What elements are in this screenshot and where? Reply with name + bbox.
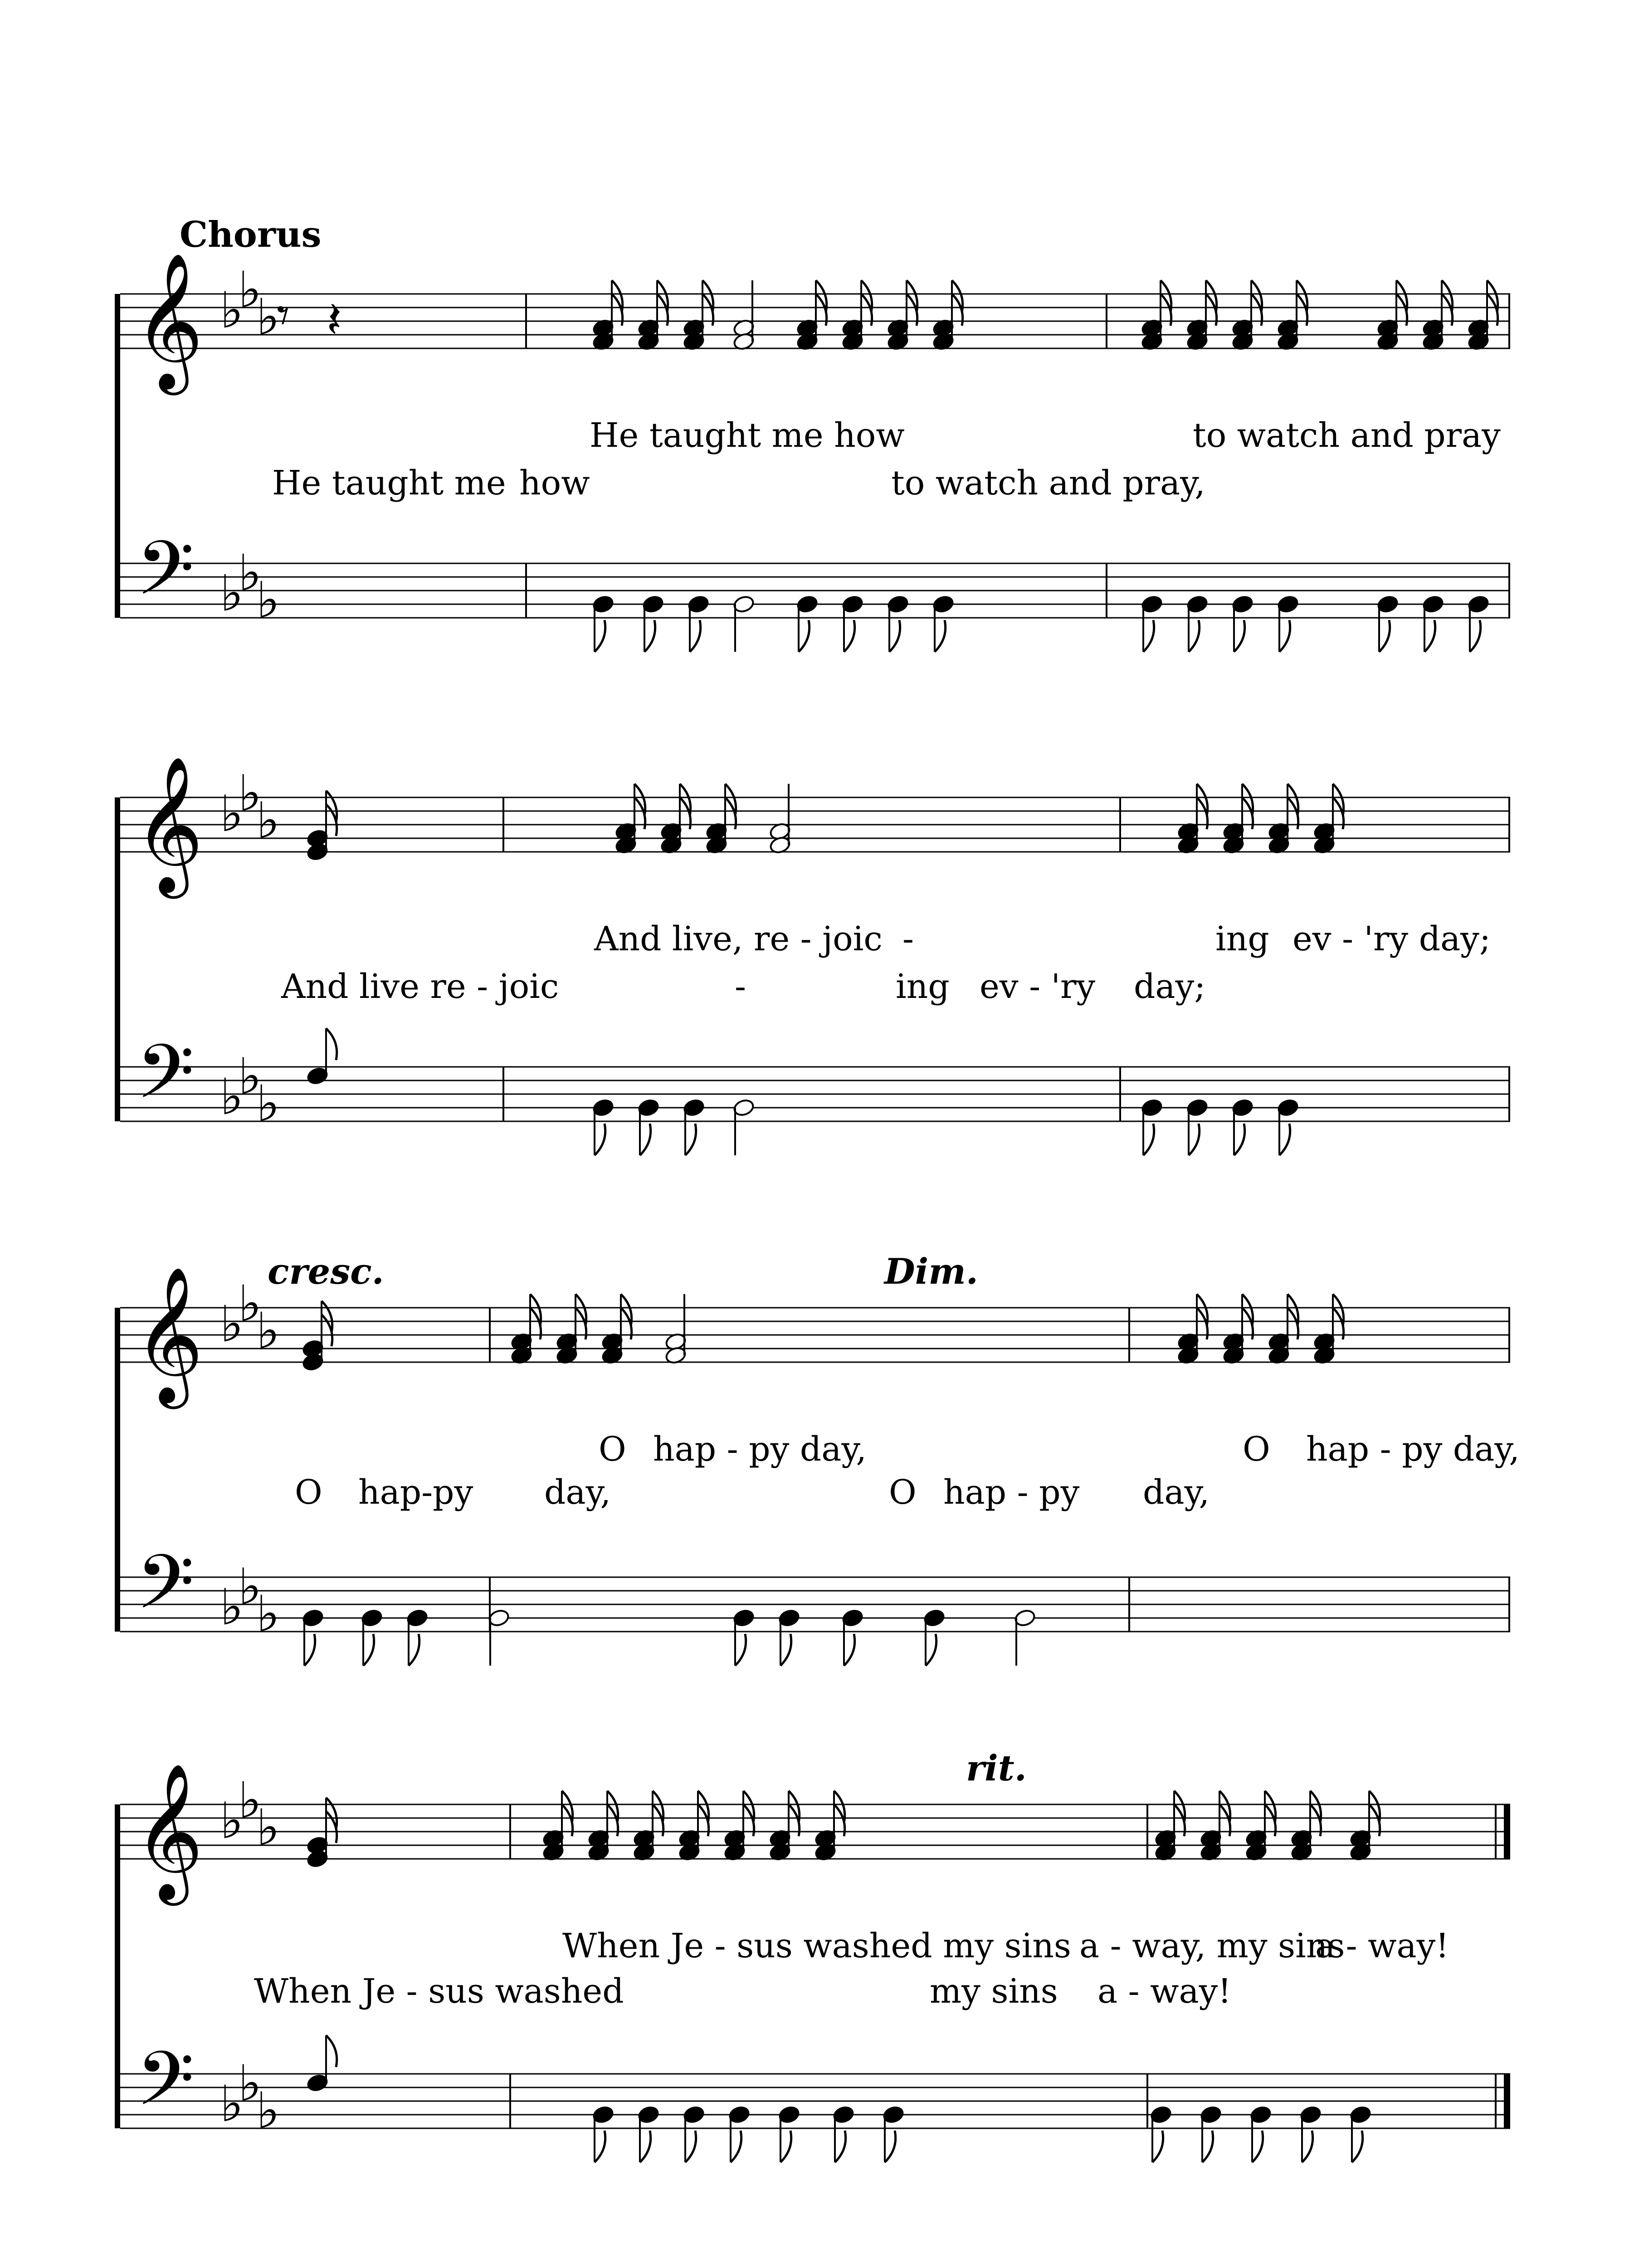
note-icon [1186, 1098, 1209, 1155]
lyric-upper: a - way, my sins [1079, 1926, 1345, 1965]
dynamic-marking: cresc. [268, 1251, 384, 1292]
lyric-lower: hap-py [358, 1473, 473, 1512]
note-icon [683, 280, 713, 337]
note-icon [1313, 784, 1344, 841]
note-icon [1231, 280, 1262, 337]
flat-icon: ♭ [256, 1075, 280, 1133]
flat-icon: ♭ [238, 764, 262, 822]
lyric-upper: hap - py day, [1306, 1430, 1520, 1469]
note-icon [1376, 280, 1407, 337]
section-label: Chorus [180, 214, 322, 255]
flag [1252, 2131, 1263, 2162]
flag [326, 2035, 337, 2067]
note-icon [1290, 1791, 1321, 1848]
note-icon [1277, 595, 1299, 652]
flat-icon: ♭ [220, 281, 244, 339]
flag [685, 1124, 696, 1155]
lyric-lower: - [735, 967, 746, 1006]
flat-icon: ♭ [238, 2054, 262, 2112]
flag [1189, 1124, 1200, 1155]
quarter-rest-icon: 𝄽 [327, 291, 342, 349]
system-bracket [115, 294, 120, 618]
lyric-lower: how [519, 464, 590, 503]
note-icon [887, 280, 917, 337]
lyric-upper: And live, re - joic [594, 919, 883, 958]
note-icon [302, 1608, 324, 1666]
note-icon [542, 1791, 573, 1848]
flag [595, 2131, 605, 2162]
flag [409, 1634, 419, 1666]
note-icon [306, 1798, 337, 1855]
flag [363, 1634, 374, 1666]
note-icon [633, 1791, 663, 1848]
lyric-lower: day, [544, 1473, 611, 1512]
system-bracket [115, 1308, 120, 1632]
note-icon [637, 1098, 660, 1155]
staff-treble [120, 1308, 1510, 1362]
flat-icon: ♭ [256, 1585, 280, 1643]
flat-icon: ♭ [220, 1792, 244, 1850]
note-icon [1422, 280, 1453, 337]
note-icon [488, 1608, 510, 1666]
note-icon [361, 1608, 383, 1666]
lyric-lower: day; [1134, 967, 1206, 1006]
note-icon [1177, 784, 1208, 841]
flag [1352, 2131, 1363, 2162]
note-icon [1277, 280, 1307, 337]
note-icon [932, 280, 963, 337]
note-icon [1154, 1791, 1185, 1848]
flat-icon: ♭ [256, 1302, 280, 1360]
note-icon [1467, 595, 1490, 652]
note-icon [1231, 595, 1254, 652]
flag [731, 2131, 741, 2162]
lyric-lower: He taught me [272, 464, 506, 503]
flag [1202, 2131, 1213, 2162]
treble-clef-icon: 𝄞 [134, 252, 204, 389]
note-icon [1150, 2105, 1172, 2162]
bass-clef-icon: 𝄢 [136, 1539, 195, 1644]
lyric-upper: ing [1215, 919, 1269, 958]
flat-icon: ♭ [256, 571, 280, 629]
note-icon [683, 1098, 705, 1155]
flat-icon: ♭ [220, 1578, 244, 1636]
staff-bass [120, 1067, 1510, 1121]
barline-end [1504, 1804, 1510, 1859]
flat-icon: ♭ [256, 2082, 280, 2140]
lyric-upper: hap - py day, [653, 1430, 867, 1469]
note-icon [1186, 595, 1209, 652]
bass-clef-icon: 𝄢 [136, 1028, 195, 1134]
note-icon [1141, 1098, 1163, 1155]
flat-icon: ♭ [238, 1771, 262, 1829]
flag [1470, 620, 1481, 652]
staff-bass [120, 1577, 1510, 1632]
note-icon [660, 784, 691, 841]
note-icon [306, 1028, 337, 1085]
note-icon [1141, 280, 1171, 337]
lyric-lower: day, [1143, 1473, 1210, 1512]
barline-end [1508, 563, 1510, 618]
note-icon [832, 2105, 855, 2162]
treble-clef-icon: 𝄞 [134, 1763, 204, 1900]
note-icon [1299, 2105, 1322, 2162]
lyric-lower: hap - py [943, 1473, 1080, 1512]
flag [799, 620, 810, 652]
flag [1234, 620, 1245, 652]
note-icon [1349, 2105, 1372, 2162]
note-icon [1177, 1294, 1208, 1351]
flat-icon: ♭ [238, 544, 262, 602]
note-icon [778, 1608, 800, 1666]
lyric-lower: my sins [930, 1972, 1058, 2011]
lyric-lower: a - way! [1097, 1972, 1232, 2011]
note-icon [1186, 280, 1217, 337]
lyric-lower: And live re - joic [281, 967, 559, 1006]
system-bracket [115, 1804, 120, 2128]
flat-icon: ♭ [238, 1047, 262, 1105]
flag [640, 2131, 651, 2162]
note-icon [592, 595, 615, 652]
note-icon [1222, 1294, 1253, 1351]
system-bracket [115, 797, 120, 1121]
note-icon [1268, 1294, 1298, 1351]
flag [1302, 2131, 1313, 2162]
flag [595, 620, 605, 652]
note-icon [728, 2105, 751, 2162]
flag [1279, 620, 1290, 652]
note-icon [406, 1608, 429, 1666]
lyric-lower: ev - 'ry [980, 967, 1096, 1006]
note-icon [841, 280, 872, 337]
note-icon [601, 1294, 632, 1351]
dynamic-marking: rit. [966, 1748, 1027, 1789]
flag [326, 1028, 337, 1060]
note-icon [932, 595, 955, 652]
note-icon [1467, 280, 1498, 337]
flag [935, 620, 946, 652]
note-icon [687, 595, 710, 652]
note-icon [306, 791, 337, 848]
note-icon [1349, 1791, 1380, 1848]
note-icon [678, 1791, 709, 1848]
barline-end [1508, 1308, 1510, 1362]
note-icon [1222, 784, 1253, 841]
lyric-upper: - [902, 919, 914, 958]
barline-final-thin [1495, 2074, 1497, 2128]
flag [1189, 620, 1200, 652]
barline-end [1508, 797, 1510, 852]
bass-clef-icon: 𝄢 [136, 2035, 195, 2141]
note-icon [1141, 595, 1163, 652]
flat-icon: ♭ [220, 785, 244, 843]
note-icon [841, 595, 864, 652]
lyric-lower: to watch and pray, [891, 464, 1205, 503]
bass-clef-icon: 𝄢 [136, 525, 195, 631]
note-icon [306, 2035, 337, 2092]
flag [844, 620, 855, 652]
flag [595, 1124, 605, 1155]
lyric-upper: He taught me how [590, 416, 905, 455]
note-icon [1277, 1098, 1299, 1155]
note-icon [887, 595, 909, 652]
flag [1234, 1124, 1245, 1155]
flag [885, 2131, 896, 2162]
note-icon [732, 1608, 755, 1666]
note-icon [1268, 784, 1298, 841]
barline-end [1508, 1577, 1510, 1632]
note-icon [882, 2105, 905, 2162]
note-icon [841, 1608, 864, 1666]
barline-end [1508, 294, 1510, 348]
flag [1152, 2131, 1163, 2162]
flag [1143, 1124, 1154, 1155]
note-icon [1376, 595, 1399, 652]
lyric-upper: O [1243, 1430, 1270, 1469]
lyric-lower: When Je - sus washed [254, 1972, 624, 2011]
lyric-upper: When Je - sus washed my sins [562, 1926, 1071, 1965]
note-icon [592, 280, 623, 337]
note-icon [642, 595, 664, 652]
note-icon [615, 784, 645, 841]
note-icon [302, 1301, 332, 1358]
treble-clef-icon: 𝄞 [134, 756, 204, 893]
note-icon [592, 2105, 615, 2162]
note-icon [923, 1608, 946, 1666]
note-icon [769, 1791, 800, 1848]
flat-icon: ♭ [256, 288, 280, 346]
barline-final-thin [1495, 1804, 1497, 1859]
flag [835, 2131, 846, 2162]
note-icon [732, 595, 755, 652]
flag [780, 1634, 791, 1666]
note-icon [732, 1098, 755, 1155]
note-icon [796, 280, 827, 337]
note-icon [510, 1294, 541, 1351]
dynamic-marking: Dim. [884, 1251, 978, 1292]
note-icon [796, 595, 819, 652]
note-icon [814, 1791, 845, 1848]
note-icon [723, 1791, 754, 1848]
note-icon [1245, 1791, 1276, 1848]
eighth-rest-icon: 𝄾 [277, 286, 290, 344]
staff-bass [120, 563, 1510, 618]
flag [1143, 620, 1154, 652]
flag [640, 1124, 651, 1155]
note-icon [587, 1791, 618, 1848]
note-icon [1231, 1098, 1254, 1155]
flat-icon: ♭ [220, 1068, 244, 1126]
note-icon [1014, 1608, 1036, 1666]
flag [304, 1634, 315, 1666]
flag [780, 2131, 791, 2162]
note-icon [1200, 2105, 1222, 2162]
flag [1279, 1124, 1290, 1155]
flag [1379, 620, 1390, 652]
note-icon [556, 1294, 586, 1351]
note-icon [1249, 2105, 1272, 2162]
flat-icon: ♭ [238, 1558, 262, 1616]
lyric-upper: to watch and pray [1193, 416, 1501, 455]
flag [1424, 620, 1435, 652]
flag [685, 2131, 696, 2162]
flat-icon: ♭ [256, 1799, 280, 1857]
lyric-upper: ev - 'ry day; [1292, 919, 1491, 958]
note-icon [778, 2105, 800, 2162]
note-icon [1313, 1294, 1344, 1351]
note-icon [683, 2105, 705, 2162]
flag [926, 1634, 936, 1666]
lyric-upper: O [599, 1430, 626, 1469]
note-icon [705, 784, 736, 841]
flag [690, 620, 701, 652]
lyric-lower: ing [896, 967, 950, 1006]
treble-clef-icon: 𝄞 [134, 1266, 204, 1403]
flag [889, 620, 900, 652]
barline-end [1508, 1067, 1510, 1121]
flag [844, 1634, 855, 1666]
note-icon [637, 2105, 660, 2162]
flat-icon: ♭ [238, 1275, 262, 1333]
barline-end [1504, 2074, 1510, 2128]
flag [735, 1634, 746, 1666]
lyric-upper: a - way! [1315, 1926, 1449, 1965]
flat-icon: ♭ [220, 1295, 244, 1353]
note-icon [1200, 1791, 1230, 1848]
flat-icon: ♭ [220, 564, 244, 622]
lyric-lower: O [295, 1473, 322, 1512]
flat-icon: ♭ [256, 792, 280, 850]
flat-icon: ♭ [220, 2075, 244, 2133]
lyric-lower: O [889, 1473, 917, 1512]
note-icon [1422, 595, 1444, 652]
note-icon [637, 280, 668, 337]
flat-icon: ♭ [238, 261, 262, 319]
note-icon [592, 1098, 615, 1155]
flag [644, 620, 655, 652]
